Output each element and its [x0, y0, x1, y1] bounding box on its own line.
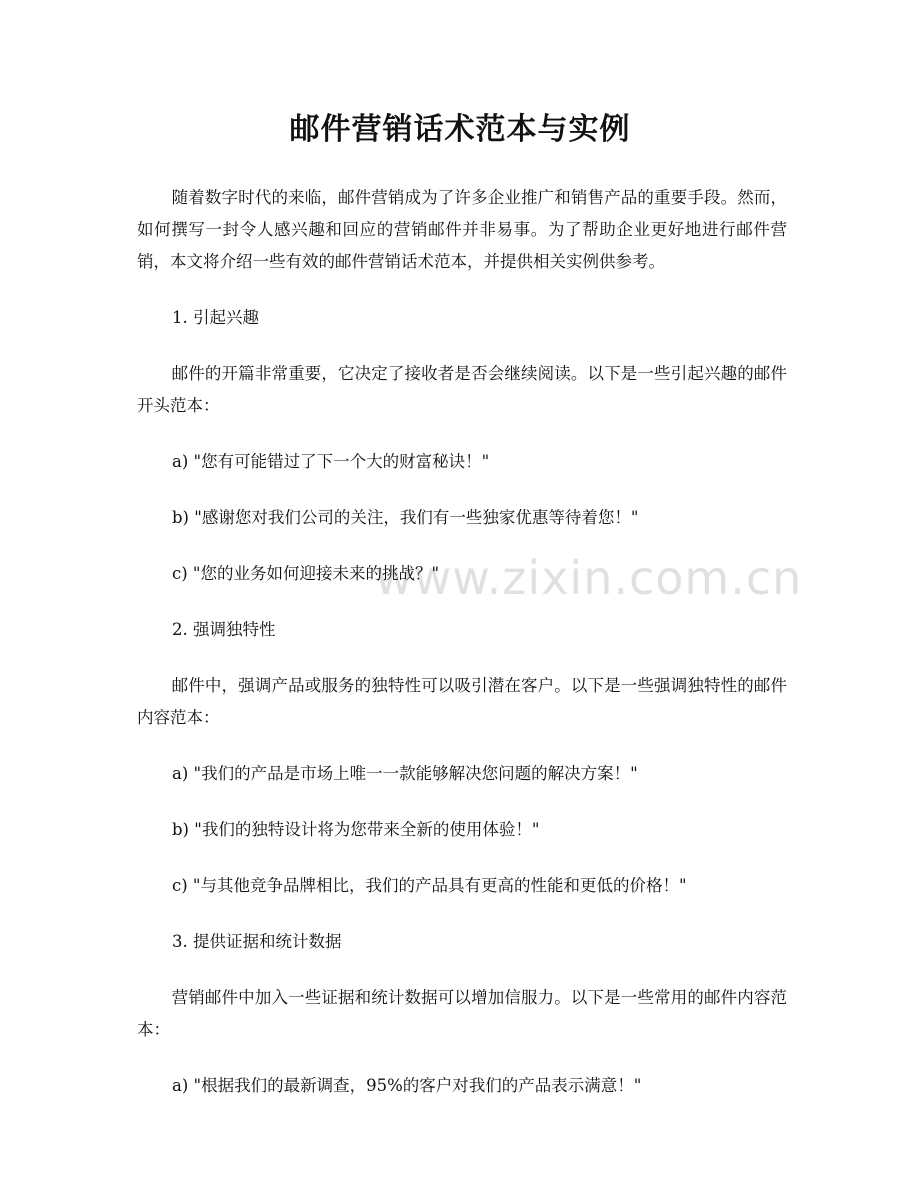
- example-item: a) "您有可能错过了下一个大的财富秘诀！": [172, 452, 490, 471]
- section-description: 营销邮件中加入一些证据和统计数据可以增加信服力。以下是一些常用的邮件内容范本：: [137, 988, 787, 1039]
- section-heading: 3. 提供证据和统计数据: [172, 932, 342, 951]
- section-description: 邮件中，强调产品或服务的独特性可以吸引潜在客户。以下是一些强调独特性的邮件内容范本：: [137, 676, 787, 727]
- section-3: [137, 926, 787, 1102]
- section-2: [137, 614, 787, 902]
- example-item: c) "与其他竞争品牌相比，我们的产品具有更高的性能和更低的价格！": [172, 876, 687, 895]
- intro-paragraph: 随着数字时代的来临，邮件营销成为了许多企业推广和销售产品的重要手段。然而，如何撰写一封令人感兴趣和回应的营销邮件并非易事。为了帮助企业更好地进行邮件营销，本文将介绍一些有效的邮件营销话术范本，并提供相关实例供参考。: [137, 188, 787, 271]
- section-1: [137, 302, 787, 590]
- document-body: [137, 182, 787, 1126]
- page-title: 邮件营销话术范本与实例: [289, 112, 631, 147]
- section-description: 邮件的开篇非常重要，它决定了接收者是否会继续阅读。以下是一些引起兴趣的邮件开头范本：: [137, 364, 787, 415]
- example-item: a) "我们的产品是市场上唯一一款能够解决您问题的解决方案！": [172, 764, 638, 783]
- example-item: b) "感谢您对我们公司的关注，我们有一些独家优惠等待着您！": [172, 508, 639, 527]
- section-heading: 2. 强调独特性: [172, 620, 276, 639]
- watermark-text: www.zixin.com.cn: [375, 551, 803, 605]
- example-item: a) "根据我们的最新调查，95%的客户对我们的产品表示满意！": [172, 1076, 642, 1095]
- example-item: b) "我们的独特设计将为您带来全新的使用体验！": [172, 820, 540, 839]
- example-item: c) "您的业务如何迎接未来的挑战？": [172, 564, 440, 583]
- section-heading: 1. 引起兴趣: [172, 308, 259, 327]
